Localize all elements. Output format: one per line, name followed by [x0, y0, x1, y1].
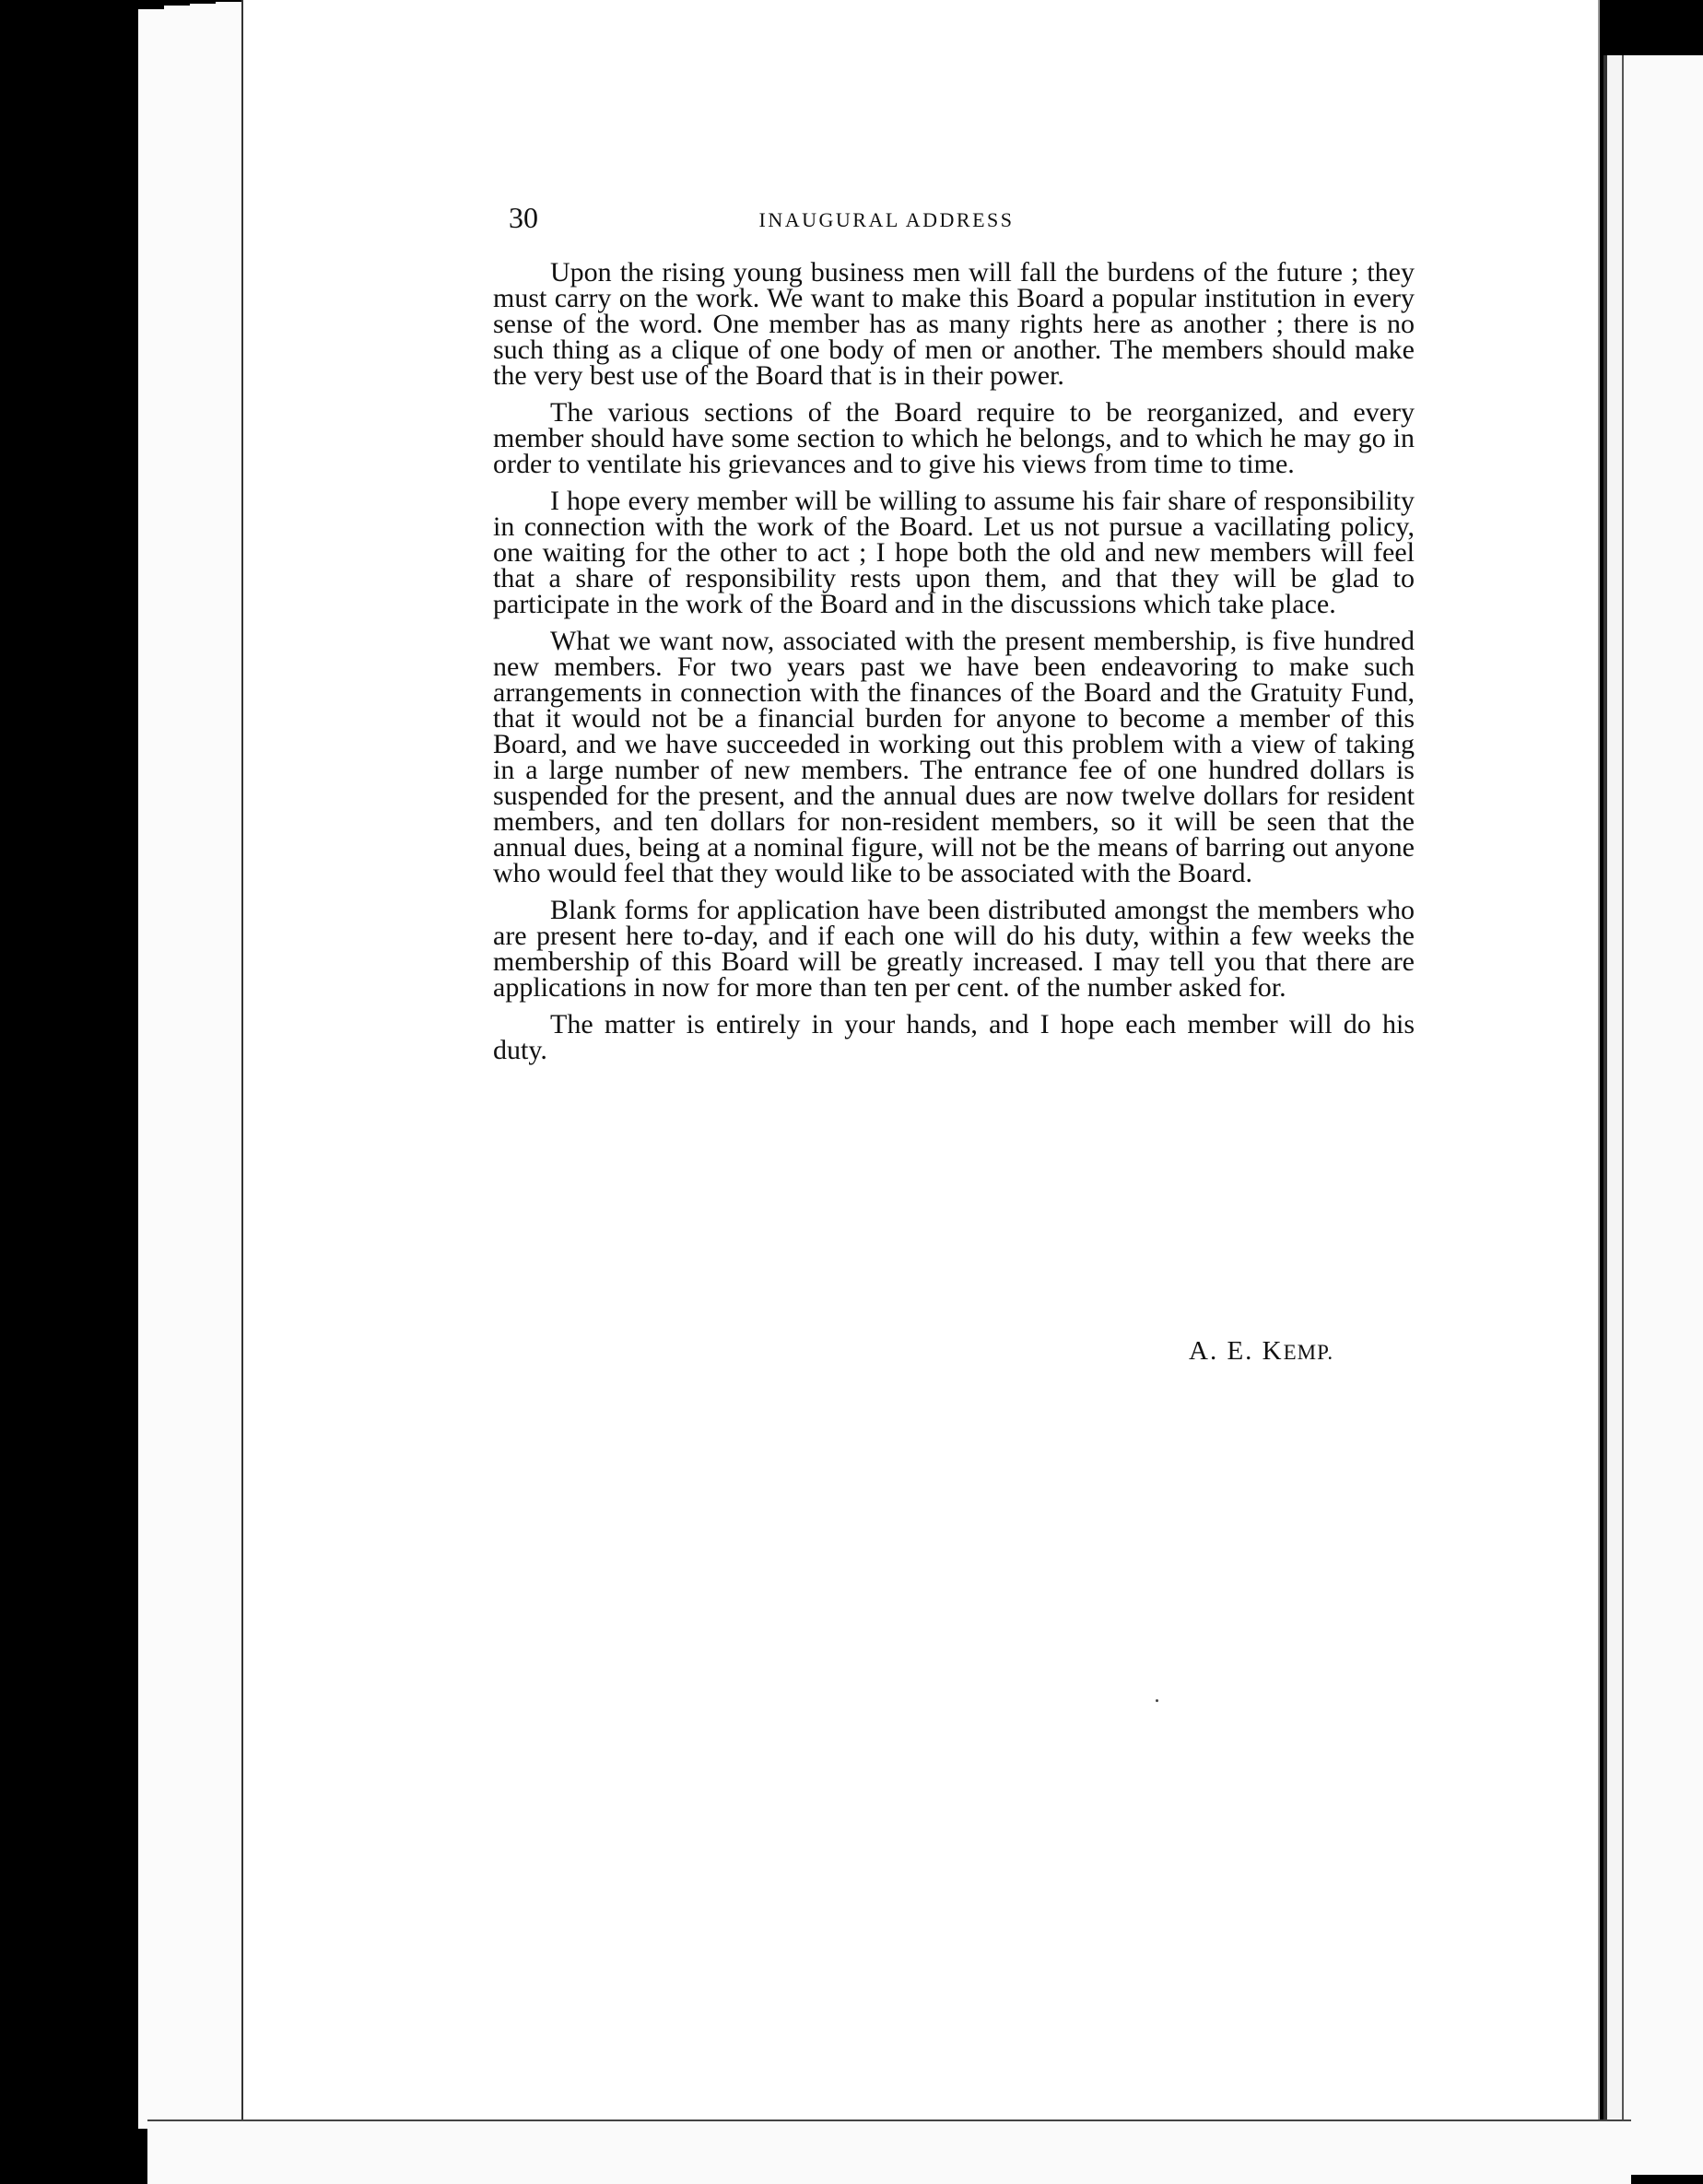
paragraph: I hope every member will be willing to assume his fair share of responsibility in connection with the work of the Board. Let us not pursue a vacillating policy, one waiting for the other to act ; I hope both the old and new members will feel that a share of responsibility rests upon them, and that they will be glad to participate in the work of the Board and in the discussions which take place. [493, 486, 1415, 619]
running-head: INAUGURAL ADDRESS [758, 208, 1015, 231]
page-header [509, 201, 1108, 238]
bottom-page-edge [147, 2119, 1631, 2184]
signature-initials: A. E. K [1189, 1336, 1284, 1366]
paragraph: What we want now, associated with the present membership, is five hundred new members. For two years past we have been endeavoring to make such arrangements in connection with the finances of the Board and the Gratuity Fund, that it would not be a financial burden for anyone to become a member of this Board, and we have succeeded in working out this problem with a view of taking in a large number of new members. The entrance fee of one hundred dollars is suspended for the present, and the annual dues are now twelve dollars for resident members, and ten dollars for non-resident members, so it will be seen that the annual dues, being at a nominal figure, will not be the means of barring out anyone who would feel that they would like to be associated with the Board. [493, 626, 1415, 888]
paragraph: The various sections of the Board require to be reorganized, and every member should have some section to which he belongs, and to which he may go in order to ventilate his grievances and to give his views from time to time. [493, 397, 1415, 479]
paragraph: Blank forms for application have been distributed amongst the members who are present here to-day, and if each one will do his duty, within a few weeks the membership of this Board will be greatly increased. I may tell you that there are applications in now for more than ten per cent. of the number asked for. [493, 895, 1415, 1003]
paper-speck [1156, 1699, 1158, 1702]
page-number: 30 [509, 201, 538, 234]
right-page-stack [1622, 55, 1703, 2175]
body-text [493, 257, 1415, 1074]
paragraph: Upon the rising young business men will fall the burdens of the future ; they must carry on the work. We want to make this Board a popular institution in every sense of the word. One member has as many rights here as another ; there is no such thing as a clique of one body of men or another. The members should make the very best use of the Board that is in their power. [493, 257, 1415, 391]
paragraph: The matter is entirely in your hands, and I hope each member will do his duty. [493, 1009, 1415, 1065]
signature-surname: EMP. [1283, 1341, 1334, 1364]
signature [1189, 1336, 1333, 1367]
